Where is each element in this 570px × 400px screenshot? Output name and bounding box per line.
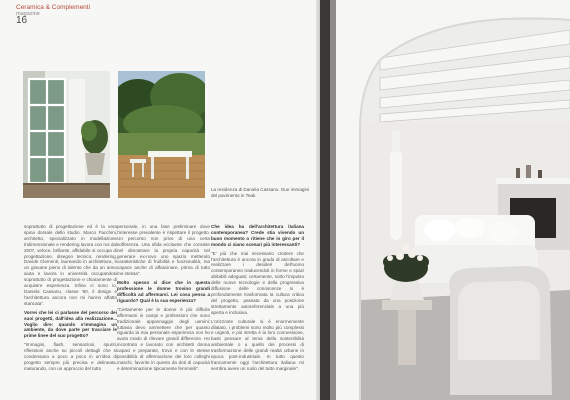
french-windows-illustration	[23, 71, 110, 198]
page-number: 16	[16, 15, 28, 26]
article-paragraph: "Immagini, flash, sensazioni, spunti, riflessioni anche su piccoli dettagli che si condensano a poco a poco in un'idea di progetto sempre più precisa e delineata, maturando, con un approccio del tutto	[24, 342, 117, 371]
magazine-name: Ceramica & Complementi	[16, 4, 91, 11]
interview-question: Vorrei che lei ci parlasse del percorso dei suoi progetti, dall'idea alla realizzazione... Voglio dire: quando s'immagina un ambiente, da dove parte per tracciare le prime linee del suo progetto?	[24, 309, 117, 339]
article-paragraph: "Certamente per le donne è più difficile affermarsi in campi e professioni che sono tradizionale appannaggio degli uomini; tuttavia devo ammettere che per quanto riguarda la mia personale esperienza non ho avuto modo di rilevare grandi differenze. Ho incontrato e lavorato con architetti donna capaci e preparate, trovo e con le stesse possibilità di affermazione dei loro colleghi maschi, favorite in questo da doti di capacità e determinazione tipicamente femminili".	[117, 306, 210, 371]
right-page-living-room-photo	[320, 0, 570, 400]
text-column-1	[24, 224, 117, 375]
article-paragraph: L'orizzonte culturale si è enormemente dilatato, i problemi sono molto più complessi e urgenti, e più stretta è la loro connessione, basti pensare al tema della sostenibilità ambientale o a quello dei processi di trasformazione delle grandi realtà urbane in epoca post-industriale. In tutto questo francamente oggi l'architettura italiana mi sembra avere un ruolo del tutto marginale".	[211, 318, 304, 371]
photo-french-windows	[23, 71, 110, 198]
interview-question: Che idea ha dell'architettura italiana contemporanea? Crede stia vivendo un buon momento o ritiene che in giro per il mondo ci siano scenari più interessanti?	[211, 224, 304, 247]
photo-caption: La residenza di Daniela Cassanu. Due immagini del pavimento in Teak.	[211, 187, 310, 198]
magazine-sub: magazine	[16, 11, 40, 17]
text-column-3	[211, 224, 304, 375]
text-column-2	[117, 224, 210, 375]
article-paragraph: "E' più che mai necessario credere che l'architettura è ancora in grado di ascoltare e realizzare i desideri dell'uomo contemporaneo traducendoli in forme e spazi abitabili adeguati; certamente, sotto l'impulso delle nuove tecnologie e della progressiva diffusione delle conoscenze si è profondamente trasformata la cultura critica del progetto, passata da una posizione strettamente autoreferenziale a una più aperta e inclusiva.	[211, 250, 304, 315]
interview-question: Molto spesso si dice che in questa professione le donne trovino grandi difficoltà ad affermarsi. Lei cosa pensa a riguardo? Qual è la sua esperienza?	[117, 280, 210, 303]
garden-table-illustration	[118, 71, 205, 198]
article-paragraph: soprattutto di progettazione ed è la vera spina dorsale dello studio. Marco Facchini, architetto, specializzato in modellazione tridimensionale e rendering lavora con noi dal 2007, veloce, brillante, affidabile si occupa di progettazione, disegno tecnico, rendering. Davide Clementi, laureando in architettura, è un giovane pieno di talento che da un anno aiuta e lavora in università occupandosi soprattutto di progettazione e chiaramente di acquisire esperienza. Infine ci sono io, Daniela Cassanu, classe '80, il design e l'architettura ancora non mi hanno affatto stancata".	[24, 224, 117, 306]
living-room-illustration	[320, 0, 570, 400]
photo-garden-table	[118, 71, 205, 198]
article-paragraph: personale, in una fase preliminare dove l'interesse prevalente è rispettare il progetto. Un percorso non privo di una certa sofferenza. Una sfida eccitante che consiste nel dimostrare la propria capacità nel generare ex-novo uno spazio mettendo caratteristiche di fruibilità e funzionalità, ma capace anche di affascinare, prima di tutto me stessa".	[117, 224, 210, 277]
